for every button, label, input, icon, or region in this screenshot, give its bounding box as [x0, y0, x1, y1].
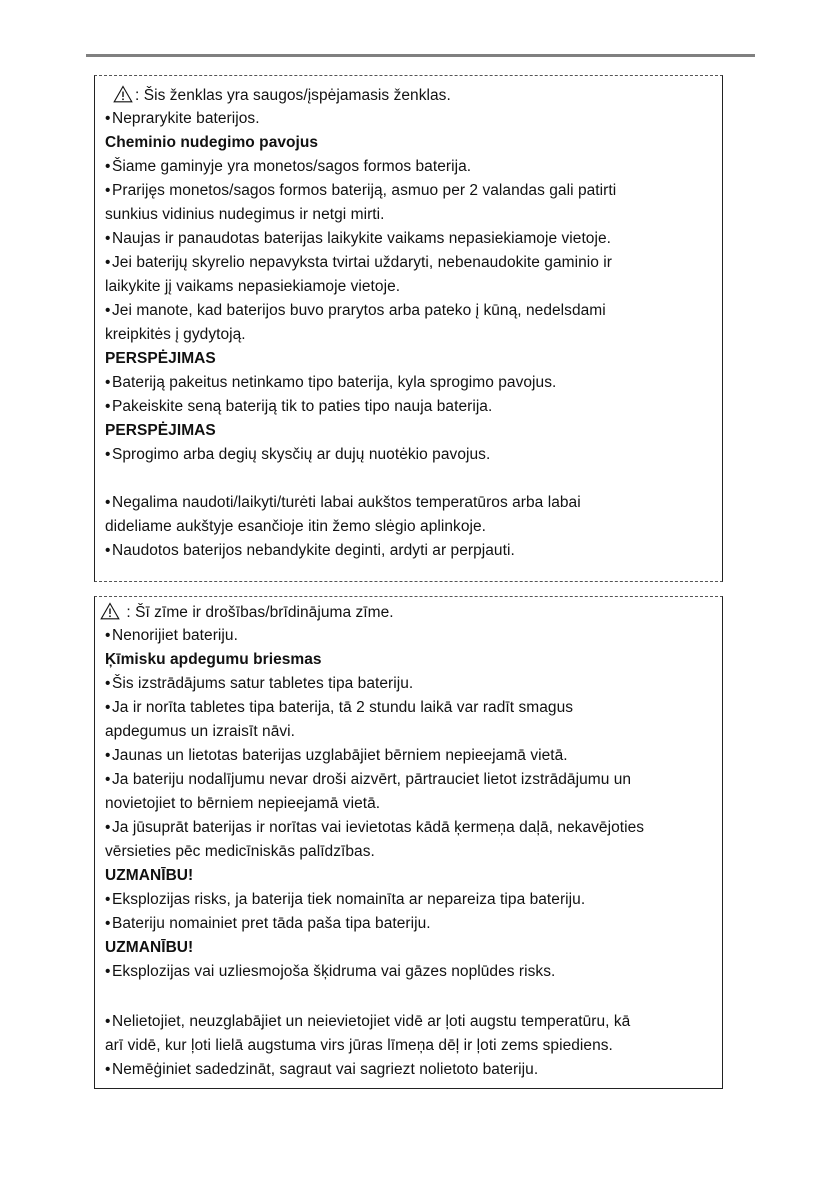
- lv-item-10-cont: arī vidē, kur ļoti lielā augstuma virs jūras līmeņa dēļ ir ļoti zems spiediens.: [105, 1037, 613, 1054]
- lt-item-11-text: Naudotos baterijos nebandykite deginti, ardyti ar perpjauti.: [112, 542, 515, 559]
- lv-item-6-cont: vērsieties pēc medicīniskās palīdzības.: [105, 843, 375, 860]
- lt-item-5-text: Jei baterijų skyrelio nepavyksta tvirtai uždaryti, nebenaudokite gaminio ir: [112, 254, 612, 271]
- lt-item-6: [105, 301, 606, 321]
- lt-item-11: [105, 541, 515, 561]
- lt-heading-3: PERSPĖJIMAS: [105, 422, 216, 439]
- lv-item-7-text: Eksplozijas risks, ja baterija tiek nomainīta ar nepareiza tipa bateriju.: [112, 891, 586, 908]
- lv-item-2: [105, 674, 413, 694]
- lt-item-7-text: Bateriją pakeitus netinkamo tipo baterija, kyla sprogimo pavojus.: [112, 374, 557, 391]
- bullet: •: [105, 254, 111, 271]
- lv-item-5-text: Ja bateriju nodalījumu nevar droši aizvērt, pārtrauciet lietot izstrādājumu un: [112, 771, 632, 788]
- bullet: •: [105, 699, 111, 716]
- bullet: •: [105, 963, 111, 980]
- warning-triangle-icon: [113, 85, 133, 103]
- lv-item-4: [105, 746, 568, 766]
- lt-item-1-text: Neprarykite baterijos.: [112, 110, 260, 127]
- lt-heading-2: PERSPĖJIMAS: [105, 350, 216, 367]
- lt-item-7: [105, 373, 556, 393]
- lt-item-4-text: Naujas ir panaudotas baterijas laikykite vaikams nepasiekiamoje vietoje.: [112, 230, 611, 247]
- bullet: •: [105, 819, 111, 836]
- bullet: •: [105, 230, 111, 247]
- lt-item-6-text: Jei manote, kad baterijos buvo prarytos arba pateko į kūną, nedelsdami: [112, 302, 606, 319]
- lv-item-9: [105, 962, 555, 982]
- bullet: •: [105, 771, 111, 788]
- lv-item-2-text: Šis izstrādājums satur tabletes tipa bateriju.: [112, 675, 414, 692]
- lv-item-11: [105, 1060, 538, 1080]
- bullet: •: [105, 398, 111, 415]
- lv-item-3-text: Ja ir norīta tabletes tipa baterija, tā 2 stundu laikā var radīt smagus: [112, 699, 574, 716]
- bullet: •: [105, 747, 111, 764]
- bullet: •: [105, 158, 111, 175]
- lt-item-10: [105, 493, 581, 513]
- bullet: •: [105, 1061, 111, 1078]
- lv-item-7: [105, 890, 585, 910]
- lv-heading-1: Ķīmisku apdegumu briesmas: [105, 651, 322, 668]
- lt-item-2-text: Šiame gaminyje yra monetos/sagos formos baterija.: [112, 158, 472, 175]
- lv-item-11-text: Nemēģiniet sadedzināt, sagraut vai sagriezt nolietoto bateriju.: [112, 1061, 539, 1078]
- lt-item-8: [105, 397, 492, 417]
- lv-item-5: [105, 770, 631, 790]
- lt-heading-1: Cheminio nudegimo pavojus: [105, 134, 319, 151]
- bullet: •: [105, 110, 111, 127]
- lt-item-6-cont: kreipkitės į gydytoją.: [105, 326, 246, 343]
- lt-item-9-text: Sprogimo arba degių skysčių ar dujų nuotėkio pavojus.: [112, 446, 491, 463]
- lv-item-10: [105, 1012, 630, 1032]
- lv-item-8: [105, 914, 431, 934]
- lt-item-10-text: Negalima naudoti/laikyti/turėti labai aukštos temperatūros arba labai: [112, 494, 581, 511]
- lv-item-9-text: Eksplozijas vai uzliesmojoša šķidruma vai gāzes noplūdes risks.: [112, 963, 556, 980]
- lv-item-1: [105, 626, 238, 646]
- lv-item-6: [105, 818, 644, 838]
- lt-item-3: [105, 181, 616, 201]
- lv-item-5-cont: novietojiet to bērniem nepieejamā vietā.: [105, 795, 381, 812]
- lt-item-1: [105, 109, 260, 129]
- bullet: •: [105, 915, 111, 932]
- lt-item-5: [105, 253, 612, 273]
- bullet: •: [105, 542, 111, 559]
- bullet: •: [105, 374, 111, 391]
- bullet: •: [105, 891, 111, 908]
- bullet: •: [105, 675, 111, 692]
- lv-item-8-text: Bateriju nomainiet pret tāda paša tipa bateriju.: [112, 915, 431, 932]
- lv-item-1-text: Nenorijiet bateriju.: [112, 627, 238, 644]
- bullet: •: [105, 627, 111, 644]
- lt-item-9: [105, 445, 490, 465]
- lt-item-3-text: Prarijęs monetos/sagos formos bateriją, asmuo per 2 valandas gali patirti: [112, 182, 617, 199]
- lt-item-4: [105, 229, 611, 249]
- lt-item-8-text: Pakeiskite seną bateriją tik to paties tipo nauja baterija.: [112, 398, 493, 415]
- lv-item-6-text: Ja jūsuprāt baterijas ir norītas vai ievietotas kādā ķermeņa daļā, nekavējoties: [112, 819, 645, 836]
- lt-warning-text: : Šis ženklas yra saugos/įspėjamasis ženklas.: [135, 87, 451, 104]
- lv-item-4-text: Jaunas un lietotas baterijas uzglabājiet bērniem nepieejamā vietā.: [112, 747, 568, 764]
- header-rule: [86, 54, 755, 57]
- lt-item-2: [105, 157, 471, 177]
- bullet: •: [105, 1013, 111, 1030]
- lv-warning-text: : Šī zīme ir drošības/brīdinājuma zīme.: [122, 604, 394, 621]
- warning-triangle-icon: [100, 602, 120, 620]
- lt-item-10-cont: dideliame aukštyje esančioje itin žemo slėgio aplinkoje.: [105, 518, 487, 535]
- lv-item-3-cont: apdegumus un izraisīt nāvi.: [105, 723, 296, 740]
- lv-item-10-text: Nelietojiet, neuzglabājiet un neievietojiet vidē ar ļoti augstu temperatūru, kā: [112, 1013, 631, 1030]
- lv-item-3: [105, 698, 573, 718]
- bullet: •: [105, 182, 111, 199]
- lt-warning-line: [113, 85, 451, 106]
- lv-heading-2: UZMANĪBU!: [105, 867, 194, 884]
- bullet: •: [105, 446, 111, 463]
- lt-item-3-cont: sunkius vidinius nudegimus ir netgi mirti.: [105, 206, 385, 223]
- bullet: •: [105, 302, 111, 319]
- lv-heading-3: UZMANĪBU!: [105, 939, 194, 956]
- bullet: •: [105, 494, 111, 511]
- lv-warning-line: [100, 602, 394, 623]
- lt-item-5-cont: laikykite jį vaikams nepasiekiamoje vietoje.: [105, 278, 401, 295]
